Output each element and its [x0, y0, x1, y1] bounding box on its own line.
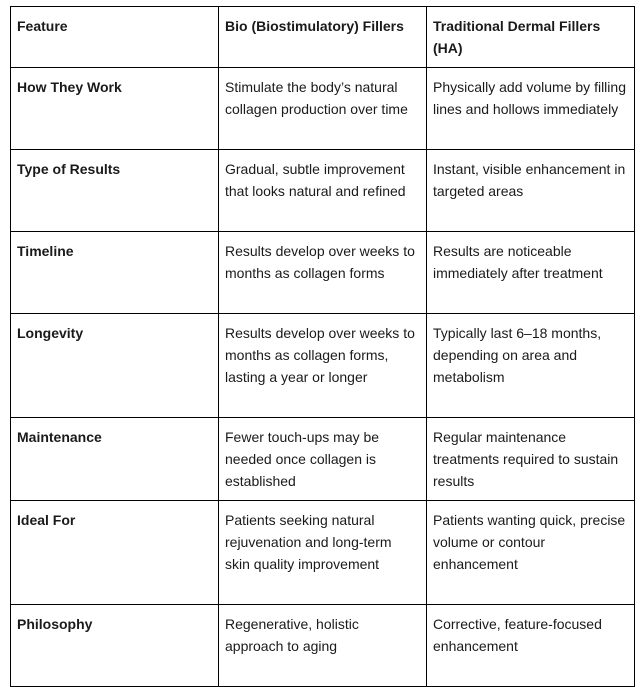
- table-row: [11, 501, 635, 605]
- feature-cell: Ideal For: [11, 501, 219, 605]
- bio-cell: Results develop over weeks to months as collagen forms: [219, 232, 427, 314]
- table-header-row: [11, 7, 635, 68]
- bio-cell: Gradual, subtle improvement that looks natural and refined: [219, 150, 427, 232]
- table-row: [11, 150, 635, 232]
- table-row: [11, 418, 635, 501]
- table-row: [11, 232, 635, 314]
- feature-cell: Maintenance: [11, 418, 219, 501]
- table-row: [11, 605, 635, 687]
- header-traditional-fillers: Traditional Dermal Fillers (HA): [427, 7, 635, 68]
- feature-cell: Type of Results: [11, 150, 219, 232]
- traditional-cell: Patients wanting quick, precise volume or contour enhancement: [427, 501, 635, 605]
- header-feature: Feature: [11, 7, 219, 68]
- bio-cell: Results develop over weeks to months as collagen forms, lasting a year or longer: [219, 314, 427, 418]
- table-row: [11, 314, 635, 418]
- traditional-cell: Typically last 6–18 months, depending on area and metabolism: [427, 314, 635, 418]
- bio-cell: Stimulate the body’s natural collagen production over time: [219, 68, 427, 150]
- bio-cell: Patients seeking natural rejuvenation and long-term skin quality improvement: [219, 501, 427, 605]
- table-row: [11, 68, 635, 150]
- feature-cell: Timeline: [11, 232, 219, 314]
- feature-cell: How They Work: [11, 68, 219, 150]
- traditional-cell: Corrective, feature-focused enhancement: [427, 605, 635, 687]
- bio-cell: Regenerative, holistic approach to aging: [219, 605, 427, 687]
- header-bio-fillers: Bio (Biostimulatory) Fillers: [219, 7, 427, 68]
- traditional-cell: Regular maintenance treatments required to sustain results: [427, 418, 635, 501]
- bio-cell: Fewer touch-ups may be needed once collagen is established: [219, 418, 427, 501]
- traditional-cell: Instant, visible enhancement in targeted areas: [427, 150, 635, 232]
- traditional-cell: Physically add volume by filling lines and hollows immediately: [427, 68, 635, 150]
- comparison-table: [10, 6, 635, 687]
- traditional-cell: Results are noticeable immediately after treatment: [427, 232, 635, 314]
- feature-cell: Philosophy: [11, 605, 219, 687]
- feature-cell: Longevity: [11, 314, 219, 418]
